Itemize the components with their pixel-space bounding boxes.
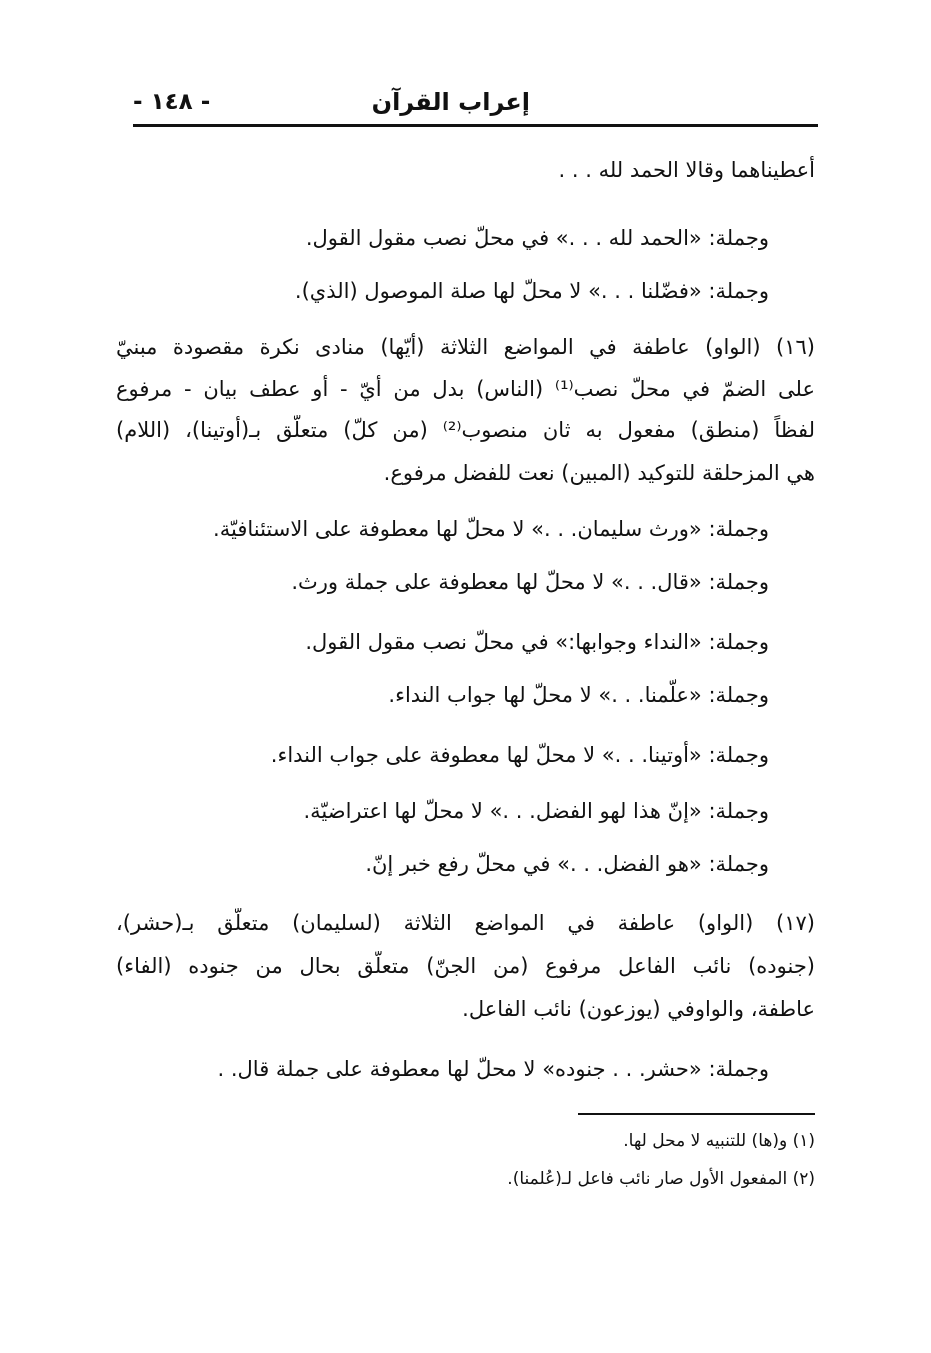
book-title: إعراب القرآن <box>371 88 530 116</box>
footnote-1: (١) و(ها) للتنبيه لا محل لها. <box>623 1131 815 1151</box>
page-number: - ١٤٨ - <box>133 89 211 115</box>
sentence-analysis-line: وجملة: «حشر. . . جنوده» لا محلّ لها معطوفة على جملة قال. . <box>217 1057 769 1081</box>
sentence-analysis-line: وجملة: «ورث سليمان. . .» لا محلّ لها معطوفة على الاستئنافيّة. <box>213 517 769 541</box>
sentence-analysis-line: وجملة: «النداء وجوابها:» في محلّ نصب مقول القول. <box>305 630 769 654</box>
sentence-analysis-line: وجملة: «فضّلنا . . .» لا محلّ لها صلة الموصول (الذي). <box>294 279 769 303</box>
paragraph-16-line: (١٦) (الواو) عاطفة في المواضع الثلاثة (أيّها) منادى نكرة مقصودة مبنيّ <box>116 335 815 359</box>
paragraph-16-line: لفظاً (منطق) مفعول به ثان منصوب⁽²⁾ (من كلّ) متعلّق بـ(أوتينا)، (اللام) <box>116 418 815 442</box>
running-head <box>133 84 818 124</box>
sentence-analysis-line: وجملة: «علّمنا. . .» لا محلّ لها جواب النداء. <box>388 683 769 707</box>
sentence-analysis-line: وجملة: «أوتينا. . .» لا محلّ لها معطوفة على جواب النداء. <box>270 743 769 767</box>
sentence-analysis-line: وجملة: «الحمد لله . . .» في محلّ نصب مقول القول. <box>305 226 769 250</box>
sentence-analysis-line: وجملة: «قال. . .» لا محلّ لها معطوفة على جملة ورث. <box>291 570 769 594</box>
paragraph-17-line: (١٧) (الواو) عاطفة في المواضع الثلاثة (لسليمان) متعلّق بـ(حشر)، <box>116 911 815 935</box>
footnote-rule <box>578 1113 815 1115</box>
sentence-analysis-line: وجملة: «هو الفضل. . .» في محلّ رفع خبر إنّ. <box>365 852 769 876</box>
sentence-analysis-line: وجملة: «إنّ هذا لهو الفضل. . .» لا محلّ لها اعتراضيّة. <box>303 799 769 823</box>
paragraph-17-line: عاطفة، والواوفي (يوزعون) نائب الفاعل. <box>462 997 815 1021</box>
paragraph-16-line: هي المزحلقة للتوكيد (المبين) نعت للفضل مرفوع. <box>383 461 815 485</box>
continuation-line: أعطيناهما وقالا الحمد لله . . . <box>558 158 815 182</box>
paragraph-16-line: على الضمّ في محلّ نصب⁽¹⁾ (الناس) بدل من أيّ - أو عطف بيان - مرفوع <box>116 377 815 401</box>
header-rule <box>133 124 818 127</box>
paragraph-17-line: (جنوده) نائب الفاعل مرفوع (من الجنّ) متعلّق بحال من جنوده (الفاء) <box>116 954 815 978</box>
footnote-2: (٢) المفعول الأول صار نائب فاعل لـ(عُلمنا). <box>507 1169 815 1189</box>
